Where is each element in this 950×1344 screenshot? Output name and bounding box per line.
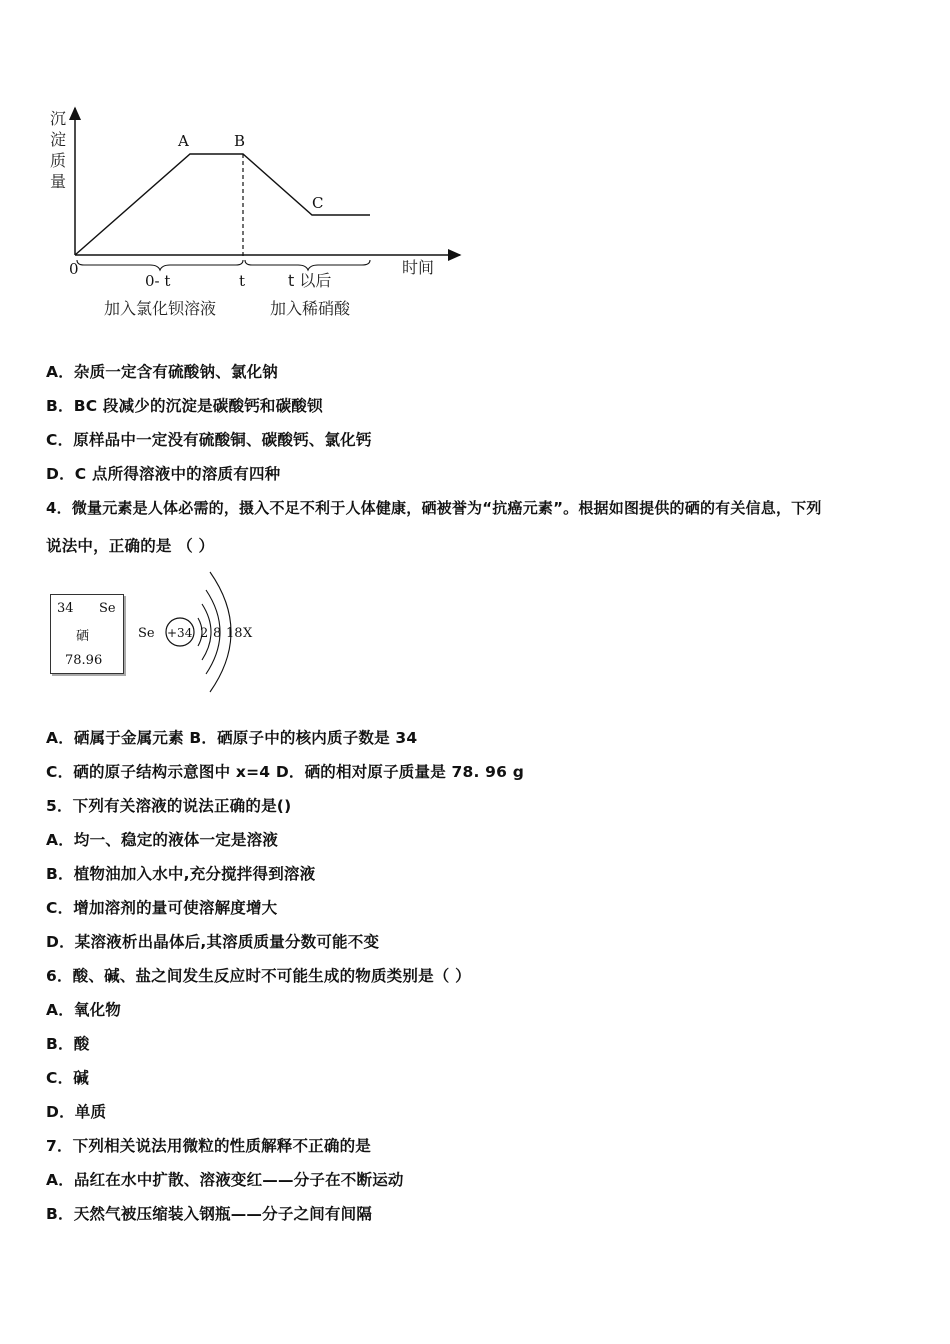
q3-option-b: B．BC 段减少的沉淀是碳酸钙和碳酸钡	[46, 397, 323, 415]
point-a-label: A	[178, 132, 189, 150]
atom-symbol: Se	[138, 626, 155, 641]
element-symbol: Se	[99, 601, 116, 616]
shell-2-count: 8	[213, 626, 222, 641]
q5-option-b: B．植物油加入水中,充分搅拌得到溶液	[46, 865, 316, 883]
q6-option-a: A．氧化物	[46, 1001, 121, 1019]
q5-option-d: D．某溶液析出晶体后,其溶质质量分数可能不变	[46, 933, 380, 951]
atomic-number: 34	[57, 601, 74, 616]
q5-option-c: C．增加溶剂的量可使溶解度增大	[46, 899, 278, 917]
caption-bacl2: 加入氯化钡溶液	[104, 299, 217, 318]
y-axis-label-2: 淀	[50, 130, 67, 149]
q7-option-a: A．品红在水中扩散、溶液变红——分子在不断运动	[46, 1171, 404, 1189]
atomic-mass: 78.96	[65, 653, 103, 668]
x-axis-label: 时间	[402, 258, 435, 277]
point-c-label: C	[312, 194, 324, 212]
q5-option-a: A．均一、稳定的液体一定是溶液	[46, 831, 278, 849]
q4-options-ab: A．硒属于金属元素 B．硒原子中的核内质子数是 34	[46, 729, 418, 747]
q7-stem: 7．下列相关说法用微粒的性质解释不正确的是	[46, 1137, 371, 1155]
shell-4-count: X	[243, 626, 253, 641]
shell-1-count: 2	[200, 626, 209, 641]
q6-stem: 6．酸、碱、盐之间发生反应时不可能生成的物质类别是（ ）	[46, 967, 471, 985]
q4-stem-line2: 说法中，正确的是 （ ）	[46, 537, 215, 555]
q7-option-b: B．天然气被压缩装入钢瓶——分子之间有间隔	[46, 1205, 373, 1223]
segment1-label: 0- t	[145, 272, 171, 290]
brace-left	[77, 260, 243, 270]
t-label: t	[239, 272, 246, 290]
q3-option-a: A．杂质一定含有硫酸钠、氯化钠	[46, 363, 278, 381]
q6-option-d: D．单质	[46, 1103, 107, 1121]
q6-option-b: B．酸	[46, 1035, 90, 1053]
segment2-label: t 以后	[288, 271, 332, 290]
point-b-label: B	[234, 132, 246, 150]
precipitate-curve	[75, 154, 370, 255]
brace-right	[245, 260, 370, 270]
y-axis-label-3: 质	[50, 151, 67, 170]
q5-stem: 5．下列有关溶液的说法正确的是()	[46, 797, 292, 815]
element-name: 硒	[76, 629, 90, 644]
q3-option-d: D．C 点所得溶液中的溶质有四种	[46, 465, 281, 483]
y-axis-label-1: 沉	[50, 109, 67, 128]
q6-option-c: C．碱	[46, 1069, 89, 1087]
selenium-atom-diagram	[130, 568, 270, 698]
q4-options-cd: C．硒的原子结构示意图中 x=4 D．硒的相对原子质量是 78. 96 g	[46, 763, 525, 781]
q3-option-c: C．原样品中一定没有硫酸铜、碳酸钙、氯化钙	[46, 431, 372, 449]
origin-label: 0	[69, 260, 79, 278]
caption-hno3: 加入稀硝酸	[270, 299, 351, 318]
selenium-element-card	[50, 594, 124, 674]
y-axis-label-4: 量	[50, 172, 67, 191]
q4-stem-line1: 4．微量元素是人体必需的，摄入不足不利于人体健康，硒被誉为“抗癌元素”。根据如图提供的硒的有关信息，下列	[46, 499, 822, 517]
precipitate-graph	[40, 100, 480, 330]
nucleus-charge: +34	[167, 626, 193, 640]
shell-3-count: 18	[226, 626, 243, 641]
